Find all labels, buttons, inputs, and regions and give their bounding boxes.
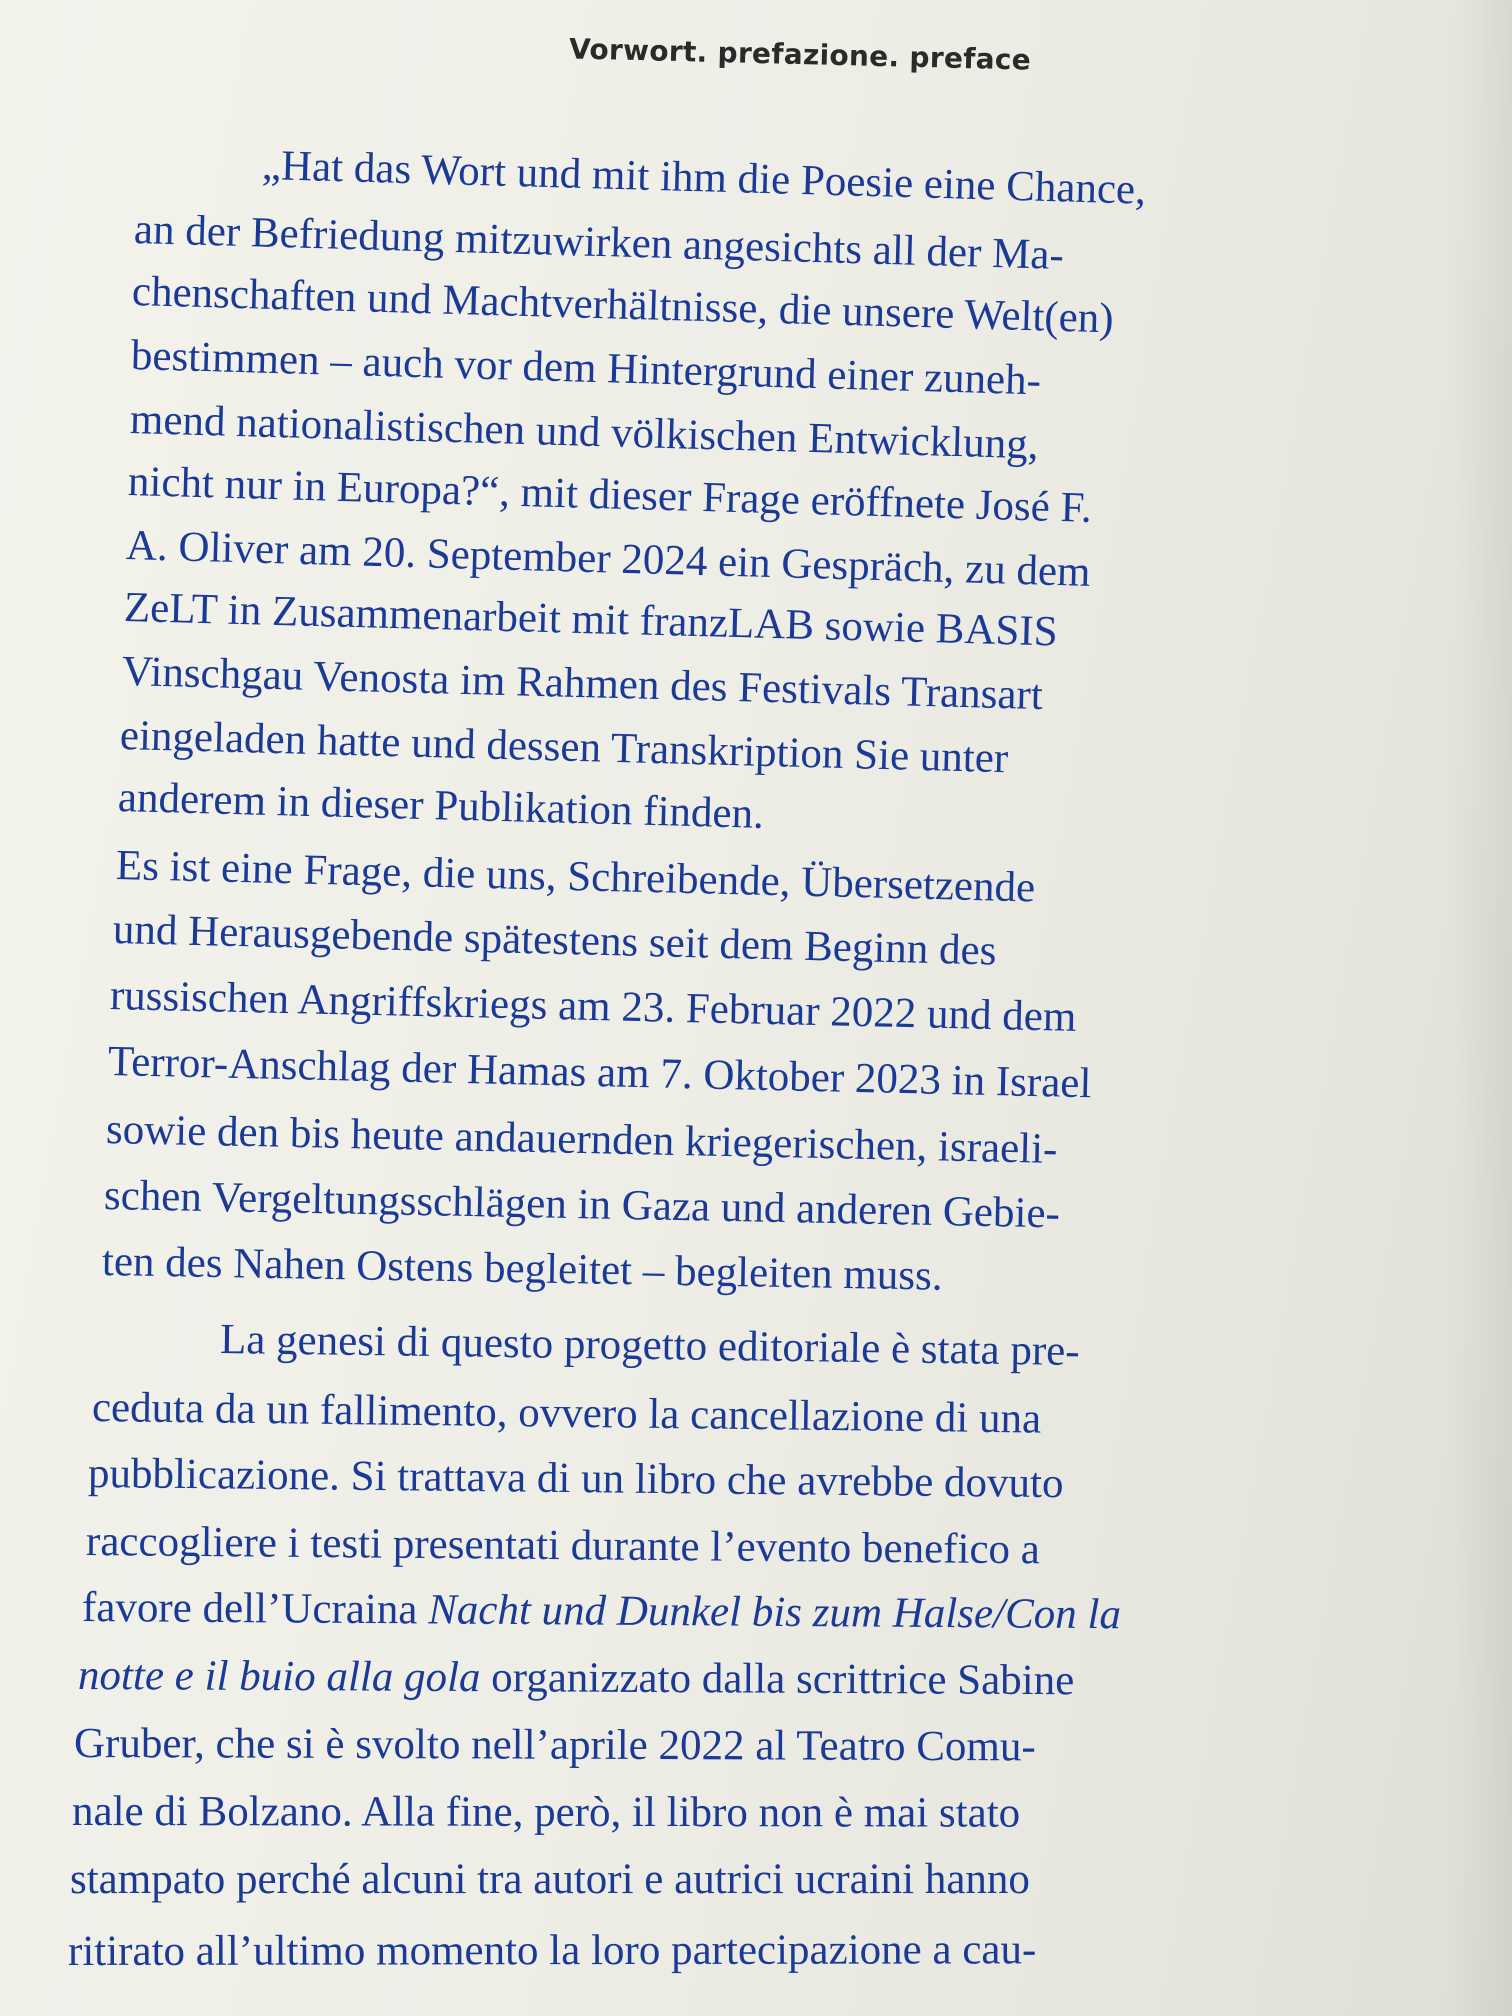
text-line: bestimmen – auch vor dem Hintergrund einer zuneh-: [130, 332, 1042, 405]
text-segment: organizzato dalla scrittrice Sabine: [480, 1654, 1075, 1705]
text-line: eingeladen hatte und dessen Transkription Sie unter: [119, 712, 1009, 783]
text-line: russischen Angriffskriegs am 23. Februar 2022 und dem: [109, 972, 1077, 1041]
text-line: ten des Nahen Ostens begleitet – begleiten muss.: [101, 1238, 943, 1300]
text-line: ZeLT in Zusammenarbeit mit franzLAB sowie BASIS: [123, 584, 1059, 656]
text-line: [82, 1584, 1121, 1639]
text-line: nale di Bolzano. Alla fine, però, il libro non è mai stato: [71, 1788, 1021, 1837]
text-line: mend nationalistischen und völkischen Entwicklung,: [129, 396, 1040, 469]
text-line: La genesi di questo progetto editoriale è stata pre-: [219, 1316, 1080, 1376]
text-line: Es ist eine Frage, die uns, Schreibende, Übersetzende: [115, 842, 1036, 912]
running-head: Vorwort. prefazione. preface: [568, 32, 1032, 77]
text-line: an der Befriedung mitzuwirken angesichts all der Ma-: [133, 206, 1065, 279]
text-line: sowie den bis heute andauernden kriegerischen, israeli-: [105, 1106, 1058, 1173]
text-line: Terror-Anschlag der Hamas am 7. Oktober 2023 in Israel: [107, 1038, 1092, 1108]
text-line: „Hat das Wort und mit ihm die Poesie eine Chance,: [261, 142, 1147, 214]
text-line: pubblicazione. Si trattava di un libro che avrebbe dovuto: [87, 1450, 1064, 1508]
text-line: Vinschgau Venosta im Rahmen des Festivals Transart: [121, 648, 1044, 720]
text-line: raccogliere i testi presentati durante l’evento benefico a: [85, 1518, 1041, 1574]
text-line: schen Vergeltungsschlägen in Gaza und anderen Gebie-: [103, 1172, 1061, 1238]
text-line: und Herausgebende spätestens seit dem Beginn des: [112, 906, 997, 975]
text-line: nicht nur in Europa?“, mit dieser Frage eröffnete José F.: [127, 458, 1093, 532]
text-line: Gruber, che si è svolto nell’aprile 2022 al Teatro Comu-: [73, 1720, 1036, 1771]
text-line: stampato perché alcuni tra autori e autrici ucraini hanno: [70, 1856, 1030, 1903]
text-line: ritirato all’ultimo momento la loro partecipazione a cau-: [67, 1926, 1037, 1975]
text-line: ceduta da un fallimento, ovvero la cancellazione di una: [91, 1384, 1042, 1443]
text-line: chenschaften und Machtverhältnisse, die unsere Welt(en): [131, 268, 1115, 343]
text-line: anderem in dieser Publikation finden.: [117, 774, 765, 838]
text-line: [78, 1652, 1075, 1705]
text-segment: favore dell’Ucraina: [81, 1584, 429, 1634]
italic-title: Nacht und Dunkel bis zum Halse/Con la: [428, 1586, 1122, 1639]
italic-title: notte e il buio alla gola: [77, 1652, 481, 1702]
text-line: A. Oliver am 20. September 2024 ein Gespräch, zu dem: [125, 522, 1092, 596]
